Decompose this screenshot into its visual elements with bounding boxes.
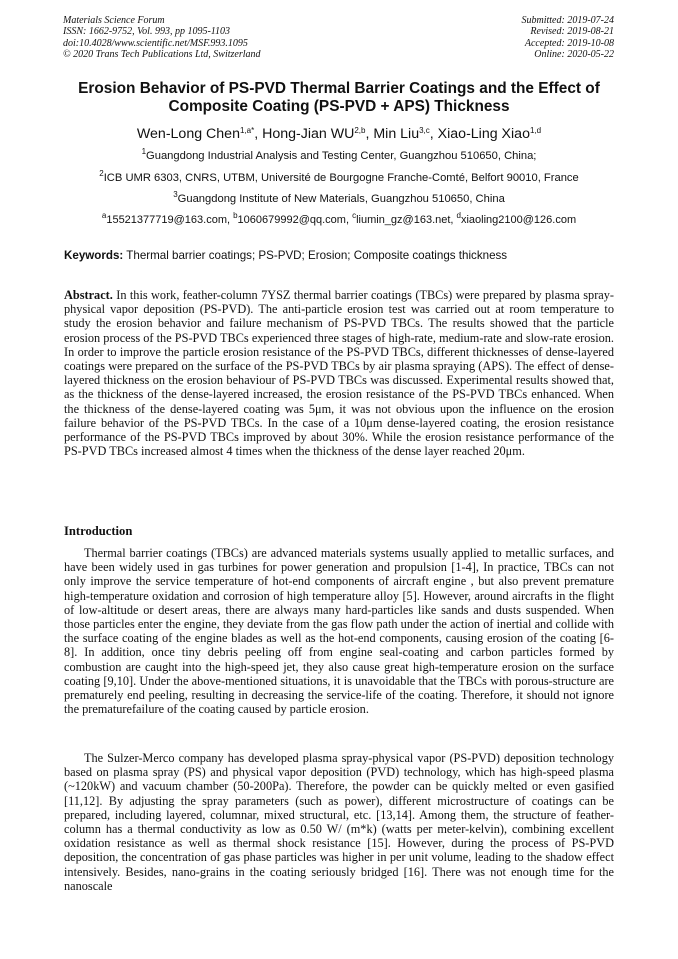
email-link[interactable]: liumin_gz@163.net,	[356, 214, 457, 226]
affiliation-2	[40, 171, 638, 185]
affiliation-sup: 2	[99, 169, 104, 178]
author-sup: 1,a*	[239, 126, 255, 135]
keywords-text: Thermal barrier coatings; PS-PVD; Erosion; Composite coatings thickness	[123, 249, 508, 262]
author-sup: 3,c	[419, 126, 430, 135]
introduction-paragraph-1: Thermal barrier coatings (TBCs) are advanced materials systems usually applied to metallic surfaces, and have been widely used in gas turbines for power generation and propulsion [1-4], In practice, TBCs can not only improve the service temperature of hot-end components of aircraft engine , but also prevent premature high-temperature oxidation and corrosion of high temperature alloy [5]. However, around aircrafts in the flight of low-altitude or desert areas, there are always many hard-particles like sands and dusts suspended. When those particles enter the engine, they deviate from the gas flow path under the action of inertial and collide with the surface coating of the engine blades as well as the hot-end components, causing erosion of the coating [6-8]. In addition, once tiny debris peeling off from engine seal-coating and carbon particles formed by combustion are caught into the high-speed jet, they also cause great high-temperature erosion on the surface coating [9,10]. Under the above-mentioned situations, it is unavoidable that the TBCs with porous-structure are prematurely end peeling, resulting in decreasing the service-life of the coating. Therefore, it should not ignore the prematurefailure of the coating caused by particle erosion.	[64, 546, 614, 717]
author-name: Wen-Long Chen	[136, 126, 240, 142]
abstract	[64, 288, 614, 458]
affiliation-text: Guangdong Institute of New Materials, Guangzhou 510650, China	[177, 193, 505, 205]
email-sup: a	[101, 211, 107, 220]
submitted-date: Submitted: 2019-07-24	[521, 15, 614, 26]
author-separator: ,	[429, 126, 438, 142]
title-line-1: Erosion Behavior of PS-PVD Thermal Barrier Coatings and the Effect of	[78, 80, 600, 97]
copyright-line: © 2020 Trans Tech Publications Ltd, Switzerland	[63, 49, 261, 61]
author-separator: ,	[365, 126, 374, 142]
author-sup: 2,b	[354, 126, 366, 135]
paper-title	[40, 80, 638, 116]
issn-line: ISSN: 1662-9752, Vol. 993, pp 1095-1103	[63, 26, 231, 38]
author-sup: 1,d	[529, 126, 542, 135]
title-line-2: Composite Coating (PS-PVD + APS) Thickness	[168, 98, 510, 115]
keywords-label: Keywords:	[64, 249, 124, 262]
author-name: Xiao-Ling Xiao	[437, 126, 530, 142]
journal-info	[63, 15, 261, 61]
introduction-paragraph-2: The Sulzer-Merco company has developed plasma spray-physical vapor (PS-PVD) deposition technology based on plasma spray (PS) and physical vapor deposition (PVD) technology, which has high-speed plasma (~120kW) and vacuum chamber (50-200Pa). Therefore, the powder can be quickly melted or even gasified [11,12]. By adjusting the spray parameters (such as power), different microstructure of coatings can be prepared, including layered, columnar, mixed structural, etc. [13,14]. Among them, the structure of feather-column has a thermal conductivity as low as 0.50 W/ (m*k) (watts per meter-kelvin), combining excellent oxidation resistance as well as thermal shock resistance [15]. However, during the process of PS-PVD deposition, the concentration of gas phase particles was higher in per unit volume, leading to the shadow effect intensively. Besides, nano-grains in the coating seriously bridged [16]. There was not enough time for the nanoscale	[64, 751, 614, 893]
email-sup: c	[352, 211, 357, 220]
affiliation-1	[40, 149, 638, 163]
email-link[interactable]: xiaoling2100@126.com	[460, 214, 577, 226]
abstract-text: In this work, feather-column 7YSZ thermal barrier coatings (TBCs) were prepared by plasma spray-physical vapor deposition (PS-PVD). The anti-particle erosion test was carried out at room temperature to study the erosion behavior and failure mechanism of PS-PVD TBCs. The results showed that the particle erosion process of the PS-PVD TBCs experienced three stages of high-rate, medium-rate and slow-rate erosion. In order to improve the particle erosion resistance of the PS-PVD TBCs, different thicknesses of dense-layered coatings were prepared on the surface of the PS-PVD TBCs by air plasma spraying (APS). The effect of dense-layered thickness on the erosion behaviour of PS-PVD TBCs was discussed. Experimental results showed that, as the thickness of the dense-layered increased, the erosion resistance of the PS-PVD TBCs enhanced. When the thickness of the dense-layered coating was 5μm, it was not obvious upon the influence on the erosion failure behavior of the PS-PVD TBCs. In the case of a 10μm dense-layered coating, the erosion resistance performance of the PS-PVD TBCs improved by about 30%. While the erosion resistance performance of the PS-PVD TBCs increased almost 4 times when the thickness of the dense layer reached 20μm.	[64, 288, 614, 459]
author-name: Min Liu	[373, 126, 420, 142]
accepted-date: Accepted: 2019-10-08	[524, 37, 614, 49]
affiliation-sup: 3	[173, 190, 178, 199]
affiliation-3	[40, 192, 638, 206]
keywords	[64, 248, 624, 263]
author-name: Hong-Jian WU	[262, 126, 355, 142]
doi-line[interactable]: doi:10.4028/www.scientific.net/MSF.993.1095	[63, 37, 248, 49]
email-link[interactable]: 15521377719@163.com,	[106, 214, 234, 226]
affiliation-sup: 1	[141, 147, 147, 156]
affiliation-text: ICB UMR 6303, CNRS, UTBM, Université de Bourgogne Franche-Comté, Belfort 90010, France	[103, 172, 579, 184]
email-list	[40, 213, 638, 227]
online-date: Online: 2020-05-22	[534, 49, 614, 61]
affiliation-text: Guangdong Industrial Analysis and Testing Center, Guangzhou 510650, China;	[146, 150, 537, 162]
abstract-label: Abstract.	[64, 288, 113, 302]
author-list	[40, 125, 638, 143]
revised-date: Revised: 2019-08-21	[530, 26, 614, 38]
journal-name: Materials Science Forum	[63, 15, 165, 26]
email-link[interactable]: 1060679992@qq.com,	[237, 214, 353, 226]
introduction-heading: Introduction	[64, 524, 133, 538]
email-sup: d	[456, 211, 461, 220]
publication-dates	[522, 15, 615, 61]
email-sup: b	[233, 211, 238, 220]
author-separator: ,	[254, 126, 263, 142]
